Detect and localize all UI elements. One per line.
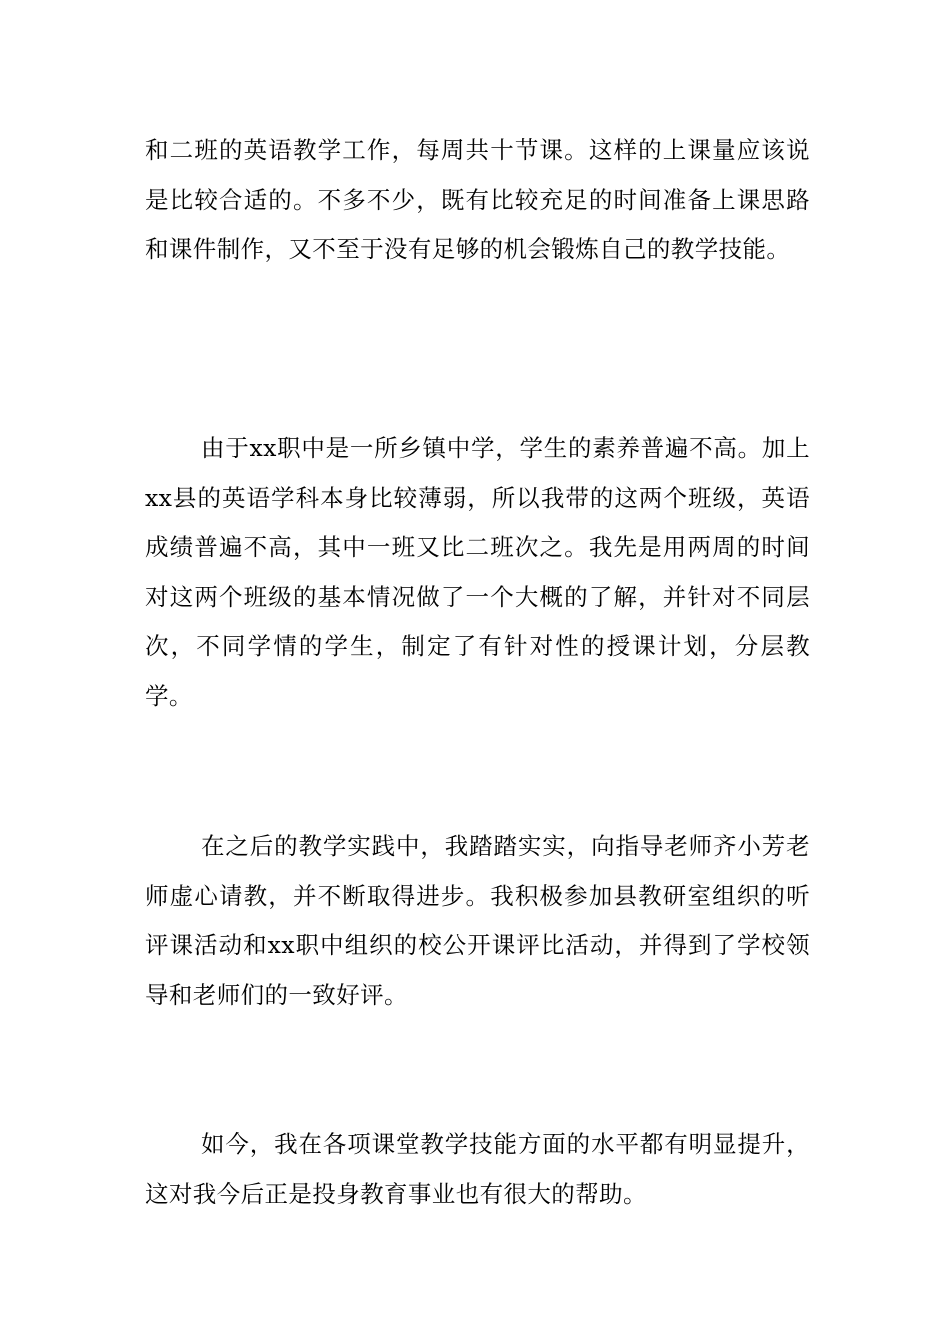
paragraph-2: 由于xx职中是一所乡镇中学，学生的素养普遍不高。加上xx县的英语学科本身比较薄弱，所以我带的这两个班级，英语成绩普遍不高，其中一班又比二班次之。我先是用两周的时间对这两个班级的基本情况做了一个大概的了解，并针对不同层次，不同学情的学生，制定了有针对性的授课计划，分层教学。 <box>145 434 810 710</box>
paragraph-4: 如今，我在各项课堂教学技能方面的水平都有明显提升，这对我今后正是投身教育事业也有很大的帮助。 <box>145 1130 810 1208</box>
paragraph-1: 和二班的英语教学工作，每周共十节课。这样的上课量应该说是比较合适的。不多不少，既有比较充足的时间准备上课思路和课件制作，又不至于没有足够的机会锻炼自己的教学技能。 <box>145 136 810 264</box>
paragraph-3: 在之后的教学实践中，我踏踏实实，向指导老师齐小芳老师虚心请教，并不断取得进步。我积极参加县教研室组织的听评课活动和xx职中组织的校公开课评比活动，并得到了学校领导和老师们的一致好评。 <box>145 832 810 1009</box>
